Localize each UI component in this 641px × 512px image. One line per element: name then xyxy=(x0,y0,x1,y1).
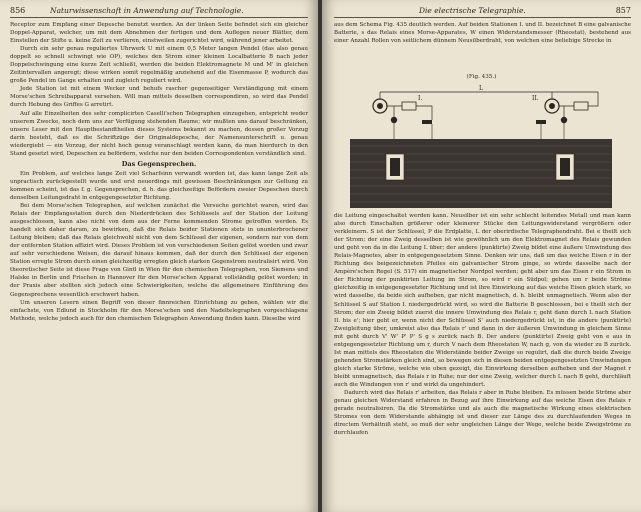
left-page-header xyxy=(10,6,308,16)
left-page-number: 856 xyxy=(10,6,26,15)
paragraph: Durch ein sehr genau reguliertes Uhrwerk U mit einem 0,5 Meter langen Pendel (das also genau doppelt so schnell schwingt wie OP), welches den Strom einer kleinen Localbatterie B nach jeder Doppelschwingung eine kurze Zeit schließt, werden die beiden Elektromagnete M und M' in gleichen Zeitintervallen angeregt; diese wirken somit regelmäßig anziehend auf die Eisenmasse P, wodurch das große Pendel im Gange erhalten und zugleich reguliert wird. xyxy=(10,46,308,85)
telegraph-schematic-figure xyxy=(350,84,612,208)
left-page xyxy=(0,0,318,512)
paragraph: Dadurch wird das Relais r' arbeiten, das Relais r aber in Ruhe bleiben. Es müssen beide Ströme aber genau gleichen Widerstand erfahren in Bezug auf ihre Einwirkung auf das weiche Eisen des Relais r gerade neutralisiren. Da die Stromstärke und als auch die magnetische Wirkung eines elektrischen Stromes von dem Widerstande abhängig ist und dieser zur Länge des zu durchlaufenden Weges in directem Verhältniß steht, so muß der sehr ungleichen Länge der Wege, welche beide Zweigströme zu durchlaufen xyxy=(334,390,631,437)
station-2-apparatus xyxy=(536,92,598,139)
right-header-rule xyxy=(334,17,631,18)
station-1-apparatus xyxy=(373,92,432,139)
figure-label-station2: II. xyxy=(532,95,539,102)
figure-label-station1: I. xyxy=(418,95,423,102)
right-page-number: 857 xyxy=(615,6,631,15)
left-text-column xyxy=(10,21,308,323)
figure-label-line: L xyxy=(479,85,483,92)
right-running-head: Die electrische Telegraphie. xyxy=(419,6,526,15)
section-heading: Das Gegensprechen. xyxy=(121,159,197,168)
right-page xyxy=(322,0,641,512)
paragraph: Receptor zum Empfang einer Depesche benutzt werden. An der linken Seite befindet sich ein gleicher Doppel-Apparat, welcher, um mit dem Abnehmen der fertigen und dem Auflegen neuer Blätter, dem Einstellen der Stifte u. keine Zeit zu verlieren, einstweilen zugerichtet wird, während jener arbeitet. xyxy=(10,22,308,45)
paragraph: die Leitung eingeschaltet werden kann. Neusilber ist ein sehr schlecht leitendes Metall und man kann also durch Einschalten größerer oder kleinerer Stücke den Leitungswiderstand vergrößern oder verkleinern. S ist der Schlüssel, P die Erdplatte, L der oberirdische Telegraphendraht. Bei e theilt sich der Strom; der eine Zweig desselben ist wie gewöhnlich um den Elektromagnet des Relais gewunden und geht von da in die Leitung L über; der andere (punktirte) Zweig bildet eine äußere Umwindung des Relais-Magnetes, aber in entgegengesetztem Sinne. Denken wir uns, daß um das weiche Eisen r in der Richtung des beigezeichneten Pfeiles ein galvanischer Strom ginge, so würde dasselbe nach der Ampère'schen Regel (S. 517) ein magnetischer Nordpol werden; geht aber um das Eisen r ein Strom in der Richtung der punktirten Leitung im Strom, so wird r ein Südpol; gehen um r beide Ströme gleichzeitig in entgegengesetzter Richtung und ist ihre Einwirkung auf das weiche Eisen gleich stark, so wird dasselbe, da beide sich aufheben, gar nicht magnetisch, d. h. bleibt unmagnetisch. Wenn also der Schlüssel S auf Station I. niedergedrückt wird, so wird die Batterie B geschlossen, bei e theilt sich der Strom; der ein Zweig bildet zuerst die innere Umwindung des Relais r, geht dann durch L nach Station II. bis e'; hier geht er, wenn nicht der Schlüssel S' auch niedergedrückt ist, in die andere (punktirte) Zweigleitung über, umkreist also das Relais r' und dann in der äußeren Umwindung in gleichem Sinne mit geht durch V' W' P' P' S g s zurück nach B. Der andere (punktirte) Zweig geht von e aus in entgegengesetzter Richtung um r, durch V nach dem Rheostaten W, nach g, von da wieder zu B zurück. Ist man mittels des Rheostaten die Widerstände beider Zweige so regulirt, daß die durch beide Zweige gehenden Stromstärken gleich sind, so bewegen sich in diesen beiden entgegengesetzten Umwindungen gleich starke Ströme, welche wie oben gezeigt, die Einwirkung derselben aufheben und der Magnet r bleibt unmagnetisch, das Relais r in Ruhe; nur der eine Zweig, welcher durch L nach B geht, durchläuft auch die Windungen von r' und wirkt da ungehindert. xyxy=(334,213,631,388)
right-text-bottom xyxy=(334,212,631,437)
paragraph: Auf alle Einzelheiten des sehr complicirten Caselli'schen Telegraphen einzugehen, entspricht weder unserem Zwecke, noch dem uns zur Verfügung stehenden Raume; wir mußten uns darauf beschränken, unsere Leser mit den Hauptbestandtheilen dieses Systems bekannt zu machen, dessen großer Vorzug darin besteht, daß es die Schriftzüge der Originaldepesche, der Namensunterschrift u. genau wiedergiebt — ein Vorzug, der nicht hoch genug veranschlagt werden kann, da man hierdurch in den Stand gesetzt wird, Depeschen zu befördern, welche nur den beiden Correspondenten verständlich sind. xyxy=(10,110,308,157)
paragraph: Jede Station ist mit einem Wecker und behufs rascher gegenseitiger Verständigung mit einem Morse'schen Schreibapparat versehen. Will man mittels desselben correspondiren, so wird das Pendel durch Hebung des Griffes G arretirt. xyxy=(10,86,308,109)
right-text-top xyxy=(334,21,631,45)
figure-caption: (Fig. 435.) xyxy=(466,74,497,80)
left-header-rule xyxy=(10,17,308,18)
paragraph: aus dem Schema Fig. 435 deutlich werden. Auf beiden Stationen I. und II. bezeichnet B eine galvanische Batterie, s das Relais eines Morse-Apparates, W einen Widerstandsmesser (Rheostat), bestehend aus einer Anzahl Rollen von seitlichem dünnem Neusilberdraht, von welchen eine beliebige Strecke in xyxy=(334,22,631,45)
paragraph: Ein Problem, auf welches lange Zeit viel Scharfsinn verwandt worden ist, das kann lange Zeit als unpractisch zurückgestellt wurde und erst neuerdings mit gewissen Beschränkungen zur Geltung zu kommen scheint, ist das f. g. Gegensprechen, d. h. das gleichzeitige Befördern zweier Depeschen durch denselben Leitungsdraht in entgegengesetzter Richtung. xyxy=(10,170,308,201)
paragraph: Bei dem Morse'schen Telegraphen, auf welchen zunächst die Versuche gerichtet waren, wird das Relais der Empfangsstation durch den Niederdrücken des Schlüssels auf der Station der Leitung ausgeschlossen, kann also nicht von dem aus der Ferne kommenden Strome getroffen werden. Es handelt sich daher darum, zu bewirken, daß die Relais beider Stationen stets in ununterbrochener Leitung bleiben; daß das Relais gleichwohl nicht von dem Schlüssel der eigenen, sondern nur von dem der entfernten Station affizirt wird. Dieses Problem ist von verschiedenen Seiten gelöst worden und zwar auf sehr verschiedene Weisen, die darauf hinaus kommen, daß der durch den Schlüssel der eigenen Station erregte Strom durch einen gleichzeitig erregten gleich starken Gegenstrom neutralisirt wird. Von theoretischer Seite ist diese Frage von Gintl in Wien für den chemischen Telegraphen, von Siemens und Halske in Berlin und Frischen in Hannover für den Morse'schen Apparat vollständig gelöst worden; in der Praxis aber stellten sich jedoch eine Schwierigkeiten, welche die allgemeinere Einführung des Gegensprechens wesentlich erschwert haben. xyxy=(10,202,308,298)
paragraph: Um unseren Lesern einen Begriff von dieser finnreichen Einrichtung zu geben, wählen wir die einfachste, von Edlund in Stockholm für den Morse'schen und den Nadeltelegraphen vorgeschlagene Methode, welche jedoch auch für den chemischen Telegraphen Anwendung finden kann. Dieselbe wird xyxy=(10,299,308,322)
right-page-header xyxy=(334,6,631,16)
left-running-head: Naturwissenschaft in Anwendung auf Technologie. xyxy=(50,6,244,15)
